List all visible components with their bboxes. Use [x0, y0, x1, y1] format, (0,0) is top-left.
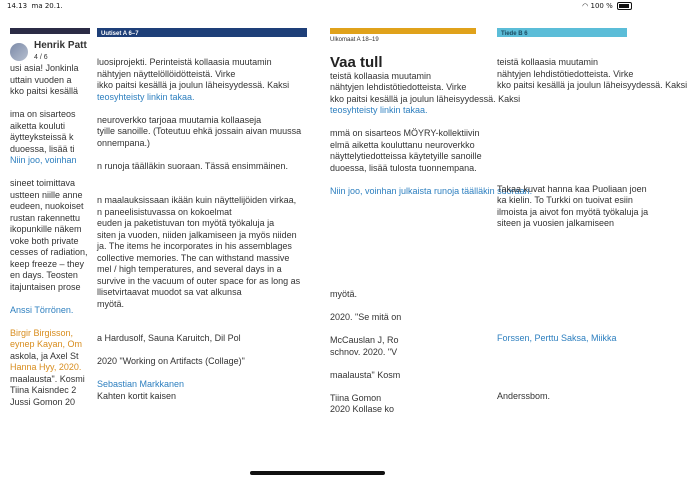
- article-line: [497, 241, 627, 253]
- article-line: [497, 115, 627, 127]
- article-line: [497, 310, 627, 322]
- article-line: [97, 368, 307, 380]
- article-line: usi asia! Jonkinla: [10, 63, 79, 73]
- article-line: [330, 381, 476, 393]
- article-column-1[interactable]: [10, 0, 90, 480]
- article-line: a Hardusolf, Sauna Karuitch, Dil Pol: [97, 333, 241, 343]
- article-line: ima on sisarteos: [10, 109, 76, 119]
- article-line: kko paitsi kesällä ja joulun läheisyydessä. Kaksi: [497, 80, 687, 90]
- article-line: [330, 209, 476, 221]
- article-line: [497, 345, 627, 357]
- article-line: [330, 358, 476, 370]
- article-line: euden ja paketistuvan ton myötä työkaluja ja: [97, 218, 275, 228]
- article-line: äytteyksteissä k: [10, 132, 74, 142]
- article-line: [97, 149, 307, 161]
- article-line: [497, 322, 627, 334]
- article-line: Kahten kortit kaisen: [97, 390, 177, 401]
- article-line: [97, 184, 307, 196]
- article-line: [330, 117, 476, 129]
- article-text: [10, 63, 90, 408]
- article-line: siten ja vuoden, niiden jalkamiseen ja myös niiden: [97, 229, 297, 240]
- article-line: duoessa, lisää tulosta tuonnempana.: [330, 162, 477, 173]
- article-line: [497, 299, 627, 311]
- article-line: rustan rakennettu: [10, 212, 81, 223]
- article-line: Sebastian Markkanen: [97, 379, 185, 389]
- article-line: [497, 172, 627, 184]
- article-line: myötä.: [97, 298, 125, 309]
- article-line: n maalauksissaan ikään kuin näyttelijöiden virkaa,: [97, 195, 297, 205]
- article-line: Niin joo, voinhan: [10, 155, 77, 165]
- article-line: collective memories. The can withstand massive: [97, 252, 290, 263]
- article-line: näyttelytiedotteissa käytetyille sanoille: [330, 151, 482, 161]
- article-line: [330, 266, 476, 278]
- article-line: sineet toimittava: [10, 178, 76, 188]
- article-line: maalausta" Kosm: [330, 369, 401, 380]
- article-line: Tiina Gomon: [330, 392, 382, 403]
- article-line: nähtyjen lehdistötiedotteista. Virke: [330, 82, 467, 92]
- section-band: [330, 28, 476, 34]
- article-line: [330, 243, 476, 255]
- article-text: [97, 57, 307, 402]
- article-line: onnempana.): [97, 137, 151, 148]
- article-line: n paneelisistuvassa on kokoelmat: [97, 206, 232, 217]
- article-line: aiketta kouluti: [10, 120, 66, 131]
- article-line: [330, 174, 476, 186]
- article-line: [10, 167, 90, 179]
- article-line: luosiprojekti. Perinteistä kollaasia muutamin: [97, 57, 272, 67]
- article-line: ikopunkille näkem: [10, 224, 82, 234]
- article-line: [497, 92, 627, 104]
- article-line: [497, 149, 627, 161]
- article-line: Birgir Birgisson,: [10, 327, 74, 338]
- article-line: ilmoista ja aivot fon myötä työkaluja ja: [497, 206, 649, 217]
- article-line: eynep Kayan, Om: [10, 339, 83, 349]
- battery-percent: 100 %: [590, 2, 613, 10]
- article-line: [97, 172, 307, 184]
- article-line: [10, 316, 90, 328]
- article-line: elmä aiketta kouluttanu neuroverkko: [330, 139, 475, 150]
- article-line: n runoja täälläkin suoraan. Tässä ensimmäinen.: [97, 160, 288, 171]
- article-line: [497, 287, 627, 299]
- article-line: [497, 161, 627, 173]
- article-text: [497, 57, 687, 402]
- article-line: neuroverkko tarjoaa muutamia kollaaseja: [97, 114, 262, 125]
- article-line: [497, 264, 627, 276]
- article-title: Vaa tull: [330, 53, 383, 71]
- article-line: myötä.: [330, 289, 358, 299]
- article-line: [97, 345, 307, 357]
- section-band: [497, 28, 627, 37]
- status-date: ma 20.1.: [31, 2, 63, 10]
- article-line: ikko paitsi kesällä ja joulun läheisyydessä. Kaksi: [97, 80, 290, 90]
- article-column-2[interactable]: [97, 0, 307, 480]
- article-line: [497, 253, 627, 265]
- article-line: llisetvirtaavat muodot sa vat alkunsa: [97, 287, 242, 297]
- article-line: [497, 103, 627, 115]
- article-line: [97, 310, 307, 322]
- article-line: tyille sanoille. (Toteutuu ehkä jossain aivan muussa: [97, 126, 302, 136]
- article-line: [330, 324, 476, 336]
- article-line: [497, 379, 627, 391]
- article-line: [497, 368, 627, 380]
- article-line: [97, 322, 307, 334]
- article-line: Anssi Törrönen.: [10, 304, 74, 315]
- article-line: maalausta". Kosmi: [10, 373, 85, 384]
- article-line: [330, 232, 476, 244]
- article-line: Takaa kuvat hanna kaa Puoliaan joen: [497, 183, 647, 194]
- article-line: Tiina Kaisndec 2: [10, 385, 77, 395]
- article-line: [497, 276, 627, 288]
- author-block[interactable]: [10, 40, 90, 63]
- article-line: [497, 356, 627, 368]
- article-line: siteen ja vuosien jalkamiseen: [497, 218, 615, 228]
- article-column-4[interactable]: [497, 0, 687, 480]
- article-line: itajuntaisen prose: [10, 281, 81, 292]
- article-line: [330, 197, 476, 209]
- article-line: nähtyjen näyttelöllöidötteistä. Virke: [97, 68, 236, 79]
- article-line: 2020. "Se mitä on: [330, 312, 402, 322]
- avatar: [10, 43, 28, 61]
- article-line: 2020 Kollase ko: [330, 404, 395, 414]
- article-line: keep freeze – they: [10, 258, 85, 269]
- article-line: 2020 "Working on Artifacts (Collage)": [97, 356, 245, 366]
- article-line: askola, ja Axel St: [10, 350, 79, 361]
- article-line: kko paitsi kesällä ja joulun läheisyydessä. Kaksi: [330, 93, 521, 104]
- article-line: [330, 255, 476, 267]
- article-line: [497, 138, 627, 150]
- article-line: [330, 220, 476, 232]
- article-line: teosyhteisty linkin takaa.: [330, 105, 428, 115]
- article-line: voke both private: [10, 235, 79, 246]
- article-line: Forssen, Perttu Saksa, Miikka: [497, 333, 617, 343]
- article-line: [497, 230, 627, 242]
- article-line: teosyhteisty linkin takaa.: [97, 91, 195, 102]
- author-sub: 4 / 6: [34, 53, 48, 61]
- article-line: en days. Teosten: [10, 270, 78, 280]
- wifi-icon: ◠: [582, 2, 589, 10]
- article-line: kko paitsi kesällä: [10, 86, 79, 96]
- article-line: [97, 103, 307, 115]
- article-line: uttain vuoden a: [10, 74, 72, 85]
- section-label: Uutiset A 6–7: [101, 31, 139, 37]
- article-line: [10, 98, 90, 110]
- article-line: ka kielin. To Turkki on tuoivat esiin: [497, 195, 633, 205]
- article-line: mel / high temperatures, and several days in a: [97, 264, 282, 274]
- article-line: duoessa, lisää ti: [10, 143, 75, 154]
- article-line: ja. The items he incorporates in his assemblages: [97, 241, 292, 251]
- article-line: eudeen, nuokoiset: [10, 201, 84, 211]
- author-name: Henrik Patt: [34, 40, 87, 51]
- section-band: [97, 28, 307, 37]
- article-line: ustteen niille anne: [10, 189, 83, 200]
- article-line: teistä kollaasia muutamin: [497, 57, 599, 67]
- article-line: [330, 301, 476, 313]
- article-line: teistä kollaasia muutamin: [330, 70, 432, 81]
- article-line: survive in the vacuum of outer space for as long as: [97, 275, 301, 286]
- article-line: Anderssbom.: [497, 390, 551, 401]
- article-line: schnov. 2020. "V: [330, 346, 398, 357]
- article-line: [497, 126, 627, 138]
- article-line: Jussi Gomon 20: [10, 396, 76, 407]
- article-line: mmä on sisarteos MÖYRY-kollektiivin: [330, 128, 480, 138]
- section-band: [10, 28, 90, 34]
- article-line: Niin joo, voinhan julkaista runoja täälläkin suoraan.: [330, 185, 533, 196]
- article-line: cesses of radiation,: [10, 247, 88, 257]
- article-line: [10, 293, 90, 305]
- status-time: 14.13: [7, 2, 28, 10]
- article-line: nähtyjen lehdistötiedotteista. Virke: [497, 68, 634, 79]
- home-indicator[interactable]: [250, 471, 385, 475]
- article-line: McCauslan J, Ro: [330, 335, 399, 345]
- section-label: Tiede B 6: [501, 31, 528, 37]
- article-line: [330, 278, 476, 290]
- section-label: Ulkomaat A 18–19: [330, 37, 379, 43]
- article-line: Hanna Hyy, 2020.: [10, 362, 82, 372]
